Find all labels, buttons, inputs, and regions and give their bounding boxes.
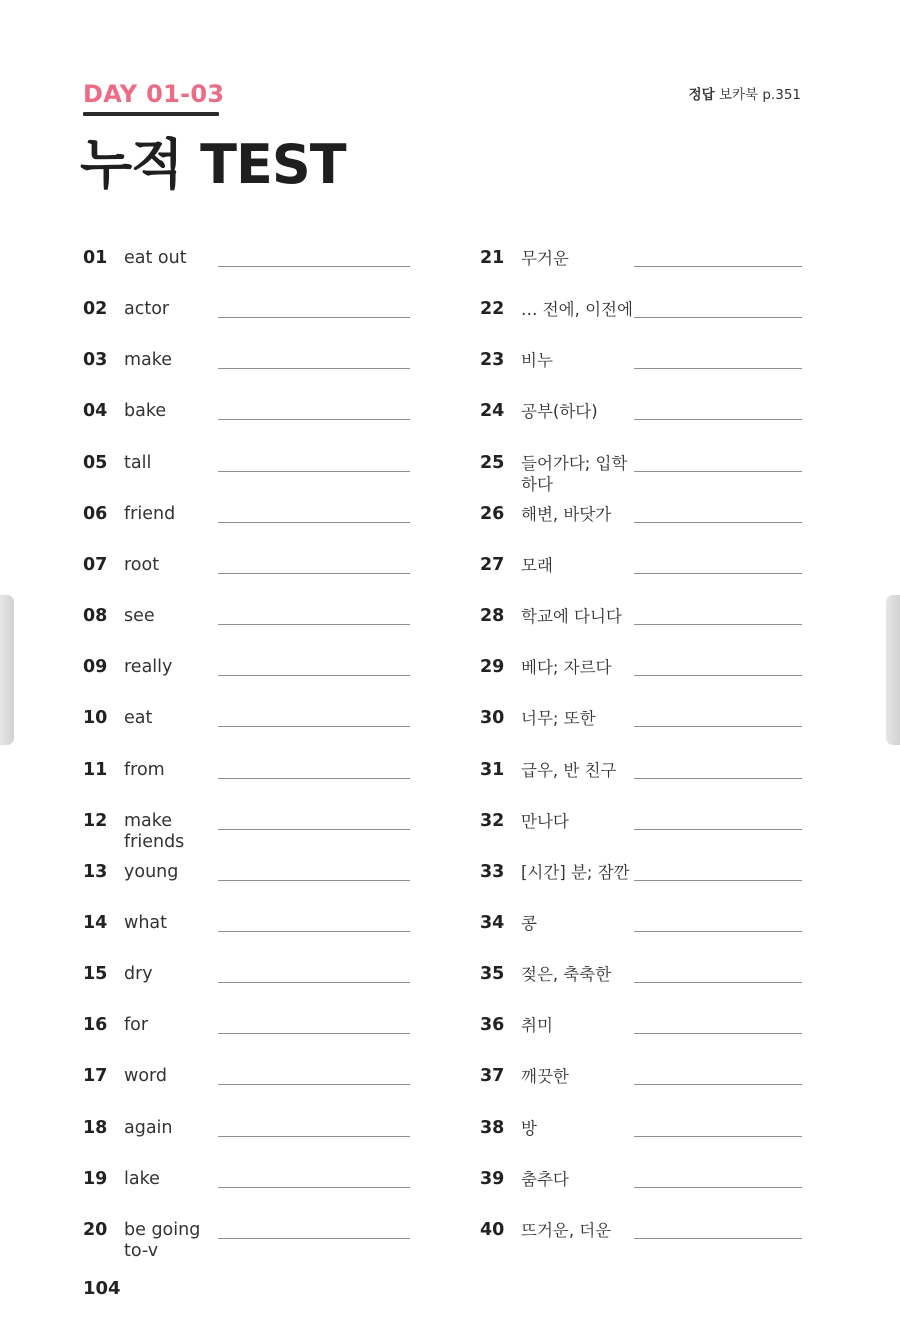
- item-number: 26: [480, 504, 505, 524]
- test-item-26: [480, 504, 810, 548]
- item-number: 33: [480, 862, 505, 882]
- item-number: 01: [83, 248, 108, 268]
- test-item-06: [83, 504, 413, 548]
- item-number: 32: [480, 811, 505, 831]
- left-page-edge: [0, 595, 14, 745]
- item-number: 34: [480, 913, 505, 933]
- answer-blank-line[interactable]: [218, 1238, 410, 1239]
- item-word: 학교에 다니다: [521, 607, 622, 626]
- item-number: 03: [83, 350, 108, 370]
- test-item-09: [83, 657, 413, 701]
- test-item-21: [480, 248, 810, 292]
- item-word: make: [124, 350, 173, 370]
- day-range-label: DAY 01-03: [83, 80, 225, 108]
- item-number: 35: [480, 964, 505, 984]
- answer-blank-line[interactable]: [634, 1084, 802, 1085]
- item-word: young: [124, 862, 179, 882]
- test-item-33: [480, 862, 810, 906]
- right-page-edge: [886, 595, 900, 745]
- answer-blank-line[interactable]: [218, 675, 410, 676]
- test-item-22: [480, 299, 810, 343]
- item-word: dry: [124, 964, 153, 984]
- test-item-08: [83, 606, 413, 650]
- item-word: word: [124, 1066, 168, 1086]
- test-item-29: [480, 657, 810, 701]
- test-item-02: [83, 299, 413, 343]
- answer-reference: [689, 83, 801, 103]
- answer-blank-line[interactable]: [634, 317, 802, 318]
- test-item-04: [83, 401, 413, 445]
- answer-blank-line[interactable]: [218, 266, 410, 267]
- item-number: 31: [480, 760, 505, 780]
- answer-blank-line[interactable]: [634, 778, 802, 779]
- item-number: 24: [480, 401, 505, 421]
- answer-blank-line[interactable]: [218, 471, 410, 472]
- answer-blank-line[interactable]: [218, 1136, 410, 1137]
- item-number: 27: [480, 555, 505, 575]
- item-number: 37: [480, 1066, 505, 1086]
- test-item-28: [480, 606, 810, 650]
- test-item-20: [83, 1220, 413, 1264]
- test-item-10: [83, 708, 413, 752]
- test-item-32: [480, 811, 810, 855]
- answer-blank-line[interactable]: [634, 880, 802, 881]
- answer-blank-line[interactable]: [634, 982, 802, 983]
- test-item-07: [83, 555, 413, 599]
- test-item-38: [480, 1118, 810, 1162]
- test-item-05: [83, 453, 413, 497]
- test-item-11: [83, 760, 413, 804]
- answer-source: 보카북 p.351: [718, 87, 801, 103]
- item-number: 30: [480, 708, 505, 728]
- answer-blank-line[interactable]: [218, 1084, 410, 1085]
- item-word: 해변, 바닷가: [521, 505, 612, 524]
- test-item-03: [83, 350, 413, 394]
- item-word: tall: [124, 453, 152, 473]
- item-number: 06: [83, 504, 108, 524]
- answer-blank-line[interactable]: [634, 471, 802, 472]
- answer-blank-line[interactable]: [634, 624, 802, 625]
- item-word: 뜨거운, 더운: [521, 1221, 612, 1240]
- item-word: again: [124, 1118, 173, 1138]
- test-item-34: [480, 913, 810, 957]
- item-number: 08: [83, 606, 108, 626]
- answer-blank-line[interactable]: [634, 675, 802, 676]
- item-number: 38: [480, 1118, 505, 1138]
- test-item-23: [480, 350, 810, 394]
- item-word: 공부(하다): [521, 402, 598, 421]
- answer-blank-line[interactable]: [218, 522, 410, 523]
- item-number: 36: [480, 1015, 505, 1035]
- test-item-15: [83, 964, 413, 1008]
- item-number: 11: [83, 760, 108, 780]
- item-number: 10: [83, 708, 108, 728]
- page-title: 누적 TEST: [80, 133, 346, 196]
- item-word: eat: [124, 708, 153, 728]
- item-word: really: [124, 657, 173, 677]
- answer-blank-line[interactable]: [218, 829, 410, 830]
- item-number: 40: [480, 1220, 505, 1240]
- item-word: from: [124, 760, 165, 780]
- test-item-14: [83, 913, 413, 957]
- item-number: 02: [83, 299, 108, 319]
- test-item-39: [480, 1169, 810, 1213]
- item-word: 급우, 반 친구: [521, 761, 617, 780]
- item-number: 13: [83, 862, 108, 882]
- item-word: bake: [124, 401, 167, 421]
- test-item-16: [83, 1015, 413, 1059]
- item-number: 05: [83, 453, 108, 473]
- item-word: for: [124, 1015, 149, 1035]
- day-range-underline: [83, 112, 219, 116]
- answer-blank-line[interactable]: [218, 1033, 410, 1034]
- item-word: 방: [521, 1119, 537, 1138]
- item-number: 28: [480, 606, 505, 626]
- item-word: 젖은, 축축한: [521, 965, 612, 984]
- item-number: 04: [83, 401, 108, 421]
- item-word: 무거운: [521, 249, 569, 268]
- answer-blank-line[interactable]: [634, 931, 802, 932]
- answer-blank-line[interactable]: [218, 982, 410, 983]
- answer-blank-line[interactable]: [634, 1187, 802, 1188]
- answer-blank-line[interactable]: [218, 931, 410, 932]
- item-number: 19: [83, 1169, 108, 1189]
- answer-blank-line[interactable]: [218, 317, 410, 318]
- answer-blank-line[interactable]: [218, 573, 410, 574]
- item-word: 깨끗한: [521, 1067, 569, 1086]
- answer-blank-line[interactable]: [634, 573, 802, 574]
- answer-blank-line[interactable]: [218, 368, 410, 369]
- item-word: 모래: [521, 556, 553, 575]
- answer-blank-line[interactable]: [218, 726, 410, 727]
- item-word: 콩: [521, 914, 537, 933]
- item-word: 만나다: [521, 812, 569, 831]
- test-item-36: [480, 1015, 810, 1059]
- item-number: 12: [83, 811, 108, 831]
- test-item-37: [480, 1066, 810, 1110]
- answer-label: 정답: [688, 87, 715, 103]
- test-item-17: [83, 1066, 413, 1110]
- item-number: 17: [83, 1066, 108, 1086]
- item-number: 20: [83, 1220, 108, 1240]
- item-number: 23: [480, 350, 505, 370]
- item-number: 07: [83, 555, 108, 575]
- answer-blank-line[interactable]: [634, 368, 802, 369]
- test-item-25: [480, 453, 810, 497]
- test-item-31: [480, 760, 810, 804]
- item-word: be going to-v: [124, 1220, 201, 1261]
- answer-blank-line[interactable]: [634, 1238, 802, 1239]
- answer-blank-line[interactable]: [634, 266, 802, 267]
- test-item-35: [480, 964, 810, 1008]
- item-number: 25: [480, 453, 505, 473]
- item-number: 15: [83, 964, 108, 984]
- answer-blank-line[interactable]: [218, 778, 410, 779]
- item-word: 들어가다; 입학하다: [521, 454, 628, 494]
- item-word: actor: [124, 299, 170, 319]
- test-item-13: [83, 862, 413, 906]
- item-number: 22: [480, 299, 505, 319]
- answer-blank-line[interactable]: [218, 624, 410, 625]
- item-number: 18: [83, 1118, 108, 1138]
- answer-blank-line[interactable]: [634, 1136, 802, 1137]
- answer-blank-line[interactable]: [634, 726, 802, 727]
- test-item-19: [83, 1169, 413, 1213]
- answer-blank-line[interactable]: [634, 522, 802, 523]
- item-word: friend: [124, 504, 176, 524]
- item-number: 39: [480, 1169, 505, 1189]
- page-number: 104: [83, 1278, 121, 1299]
- item-word: 춤추다: [521, 1170, 569, 1189]
- item-word: root: [124, 555, 160, 575]
- test-item-18: [83, 1118, 413, 1162]
- item-word: 너무; 또한: [521, 709, 596, 728]
- test-item-30: [480, 708, 810, 752]
- item-word: … 전에, 이전에: [521, 300, 633, 319]
- item-word: make friends: [124, 811, 185, 852]
- test-item-01: [83, 248, 413, 292]
- item-word: lake: [124, 1169, 160, 1189]
- answer-blank-line[interactable]: [218, 419, 410, 420]
- item-number: 09: [83, 657, 108, 677]
- test-item-12: [83, 811, 413, 855]
- answer-blank-line[interactable]: [634, 1033, 802, 1034]
- item-word: [시간] 분; 잠깐: [521, 863, 630, 882]
- test-item-24: [480, 401, 810, 445]
- answer-blank-line[interactable]: [634, 829, 802, 830]
- item-word: 취미: [521, 1016, 553, 1035]
- item-word: 베다; 자르다: [521, 658, 612, 677]
- item-number: 14: [83, 913, 108, 933]
- test-item-27: [480, 555, 810, 599]
- answer-blank-line[interactable]: [634, 419, 802, 420]
- answer-blank-line[interactable]: [218, 1187, 410, 1188]
- item-word: what: [124, 913, 167, 933]
- item-number: 21: [480, 248, 505, 268]
- answer-blank-line[interactable]: [218, 880, 410, 881]
- item-word: see: [124, 606, 155, 626]
- item-word: eat out: [124, 248, 187, 268]
- item-number: 16: [83, 1015, 108, 1035]
- item-word: 비누: [521, 351, 553, 370]
- item-number: 29: [480, 657, 505, 677]
- test-item-40: [480, 1220, 810, 1264]
